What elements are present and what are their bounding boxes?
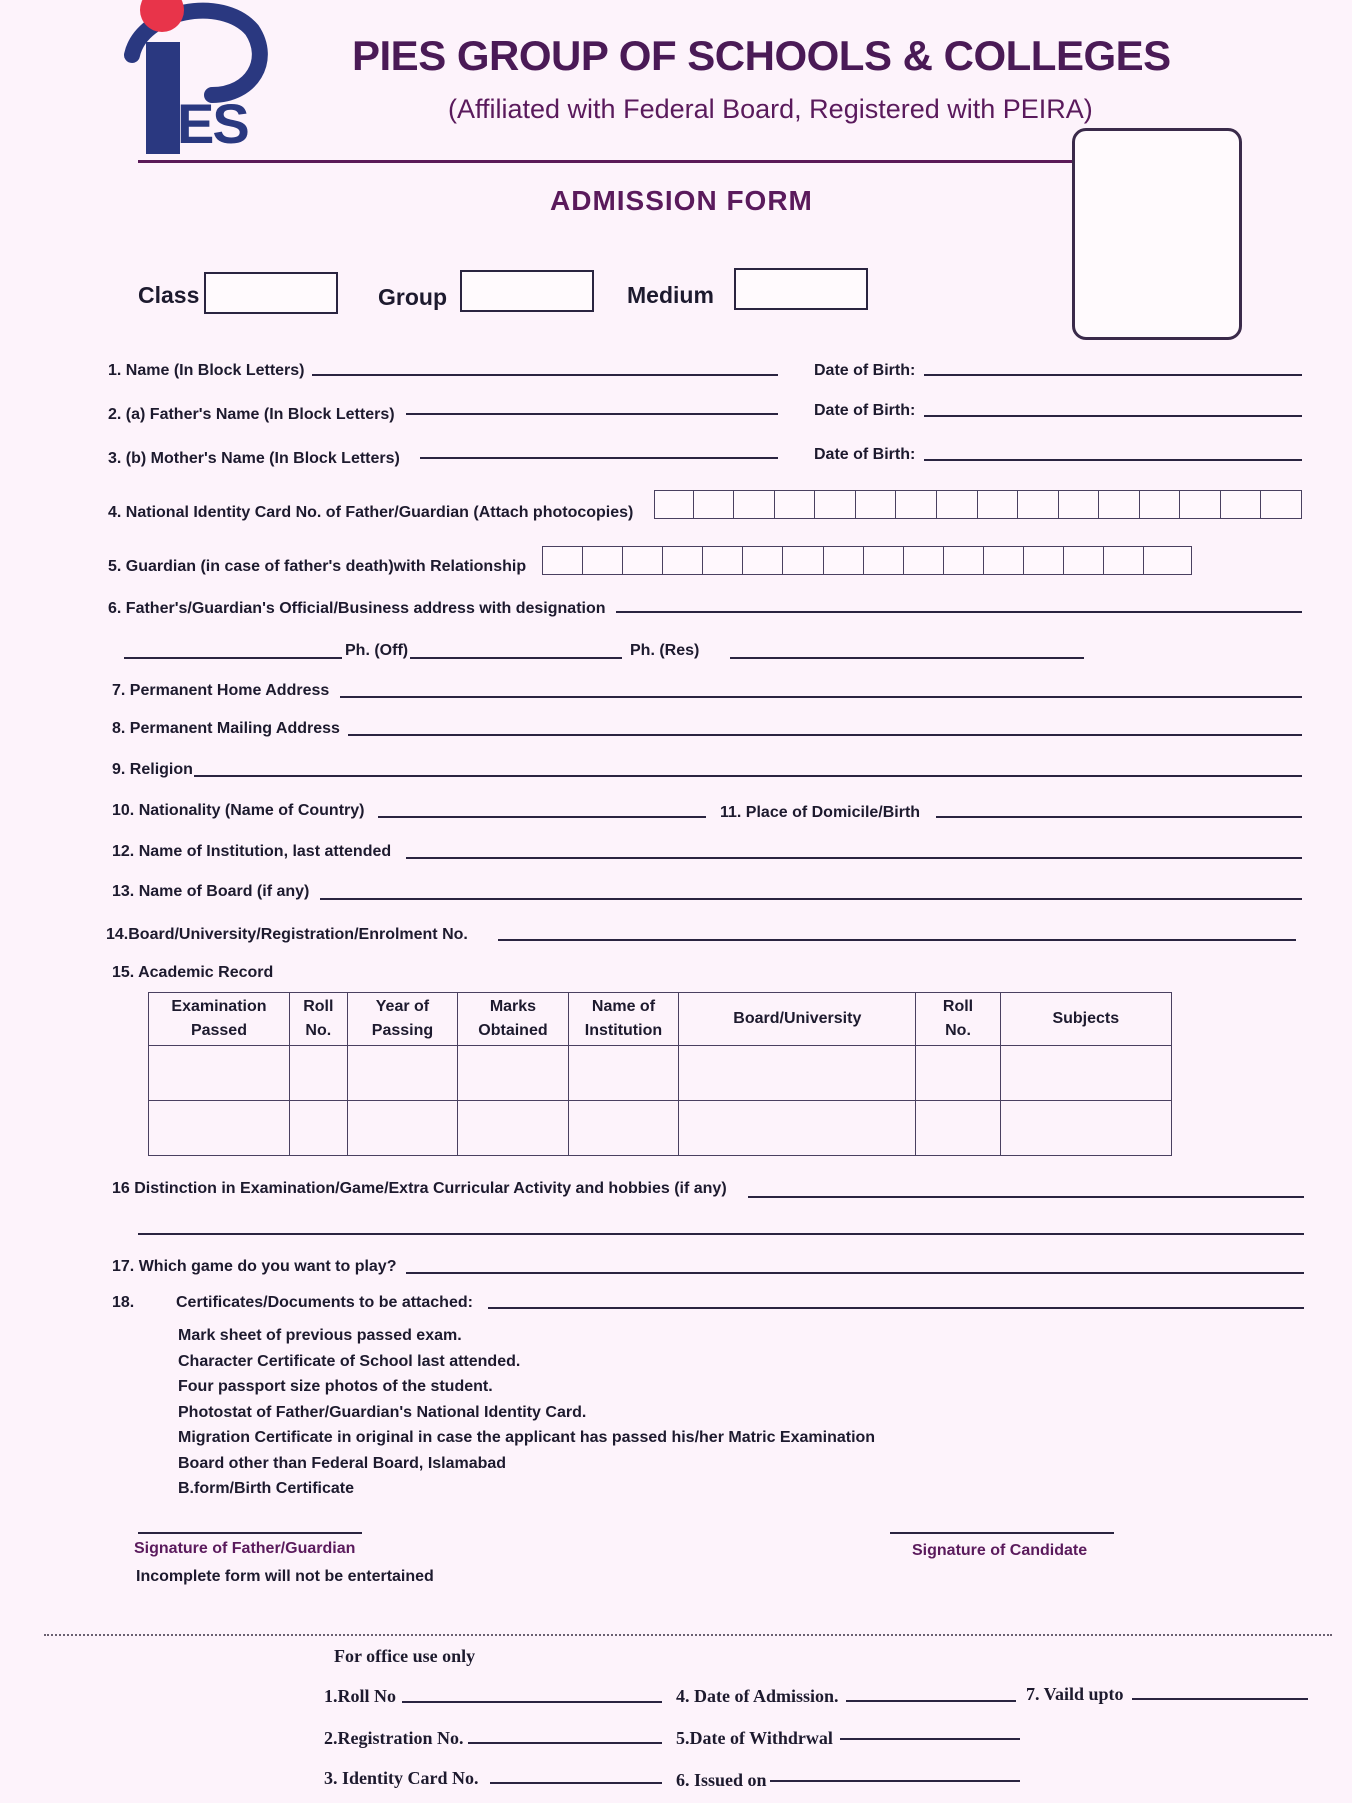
dob-line-3[interactable] [924,459,1302,461]
identity-card-no-line[interactable] [490,1782,662,1784]
table-row [149,1046,1172,1101]
table-cell[interactable] [347,1101,458,1156]
header-rule [138,160,1078,163]
address-line-2[interactable] [124,657,342,659]
col-board-university: Board/University [679,993,916,1046]
dob-line-1[interactable] [924,374,1302,376]
table-cell[interactable] [347,1046,458,1101]
table-cell[interactable] [289,1101,347,1156]
logo-text: ES [177,92,248,155]
col-examination-passed: Examination Passed [149,993,290,1046]
table-cell[interactable] [568,1101,679,1156]
date-of-withdrawal-line[interactable] [840,1738,1020,1740]
domicile-label: 11. Place of Domicile/Birth [720,804,921,821]
group-input[interactable] [460,270,594,312]
table-cell[interactable] [458,1046,569,1101]
dob-label-2: Date of Birth: [814,402,916,419]
name-label: 1. Name (In Block Letters) [108,362,305,379]
name-line[interactable] [312,374,778,376]
medium-input[interactable] [734,268,868,310]
affiliation-text: (Affiliated with Federal Board, Registered with PEIRA) [448,94,1093,124]
ph-res-line[interactable] [730,657,1084,659]
list-item: Four passport size photos of the student. [178,1378,493,1395]
address-label: 6. Father's/Guardian's Official/Business address with designation [108,600,606,617]
issued-on-line[interactable] [770,1780,1020,1782]
mailing-address-line[interactable] [348,734,1302,736]
col-marks-obtained: Marks Obtained [458,993,569,1046]
table-cell[interactable] [1000,1046,1171,1101]
board-label: 13. Name of Board (if any) [112,883,310,900]
group-label: Group [378,284,447,310]
distinction-line-2[interactable] [138,1233,1304,1235]
col-subjects: Subjects [1000,993,1171,1046]
list-item: Board other than Federal Board, Islamabad [178,1454,507,1472]
father-name-line[interactable] [406,413,778,415]
table-cell[interactable] [916,1046,1000,1101]
list-item: Migration Certificate in original in case the applicant has passed his/her Matric Examination [178,1429,876,1446]
dob-label-3: Date of Birth: [814,446,916,463]
table-cell[interactable] [679,1101,916,1156]
guardian-label: 5. Guardian (in case of father's death)with Relationship [108,558,527,575]
academic-record-label: 15. Academic Record [112,964,274,981]
mailing-address-label: 8. Permanent Mailing Address [112,720,340,737]
list-item: Character Certificate of School last attended. [178,1352,521,1370]
incomplete-note: Incomplete form will not be entertained [136,1568,434,1585]
issued-on-label: 6. Issued on [676,1770,767,1790]
documents-number: 18. [112,1294,135,1311]
roll-no-line[interactable] [402,1701,662,1703]
dob-label-1: Date of Birth: [814,362,916,379]
documents-line[interactable] [488,1307,1304,1309]
list-item: Photostat of Father/Guardian's National Identity Card. [178,1403,587,1421]
father-name-label: 2. (a) Father's Name (In Block Letters) [108,406,395,423]
home-address-line[interactable] [340,696,1302,698]
roll-no-label: 1.Roll No [324,1686,396,1706]
address-line[interactable] [616,611,1302,613]
ph-off-label: Ph. (Off) [345,642,409,659]
nic-cells[interactable] [654,490,1302,519]
school-name: PIES GROUP OF SCHOOLS & COLLEGES [352,32,1171,79]
col-name-of-institution: Name of Institution [568,993,679,1046]
guardian-cells[interactable] [542,546,1192,575]
medium-label: Medium [627,282,714,308]
valid-upto-label: 7. Vaild upto [1026,1684,1124,1704]
table-cell[interactable] [679,1046,916,1101]
photo-box[interactable] [1072,128,1242,340]
registration-no-label: 2.Registration No. [324,1728,464,1748]
valid-upto-line[interactable] [1132,1698,1308,1700]
dob-line-2[interactable] [924,415,1302,417]
distinction-line[interactable] [748,1196,1304,1198]
table-cell[interactable] [149,1101,290,1156]
col-roll-no: Roll No. [289,993,347,1046]
academic-record-table [148,992,1172,1156]
date-of-withdrawal-label: 5.Date of Withdrwal [676,1728,833,1748]
school-logo [112,0,312,165]
enrolment-line[interactable] [498,939,1296,941]
table-cell[interactable] [568,1046,679,1101]
religion-line[interactable] [194,775,1302,777]
cut-divider [44,1634,1332,1636]
nic-label: 4. National Identity Card No. of Father/Guardian (Attach photocopies) [108,504,634,521]
game-label: 17. Which game do you want to play? [112,1258,397,1275]
table-cell[interactable] [149,1046,290,1101]
religion-label: 9. Religion [112,761,193,778]
date-of-admission-label: 4. Date of Admission. [676,1686,839,1706]
table-cell[interactable] [458,1101,569,1156]
game-line[interactable] [406,1272,1304,1274]
documents-label: Certificates/Documents to be attached: [176,1294,473,1311]
domicile-line[interactable] [936,816,1302,818]
documents-list [178,1323,875,1502]
list-item: Mark sheet of previous passed exam. [178,1327,462,1344]
enrolment-label: 14.Board/University/Registration/Enrolment No. [106,926,468,943]
mother-name-label: 3. (b) Mother's Name (In Block Letters) [108,450,400,467]
table-cell[interactable] [1000,1101,1171,1156]
table-cell[interactable] [289,1046,347,1101]
mother-name-line[interactable] [420,457,778,459]
office-title: For office use only [334,1646,476,1666]
institution-line[interactable] [406,857,1302,859]
board-line[interactable] [320,898,1302,900]
candidate-signature-line[interactable] [890,1532,1114,1534]
class-input[interactable] [204,272,338,314]
ph-off-line[interactable] [410,657,622,659]
ph-res-label: Ph. (Res) [630,642,700,659]
guardian-signature-line[interactable] [138,1532,362,1534]
registration-no-line[interactable] [468,1742,662,1744]
guardian-signature-label: Signature of Father/Guardian [134,1540,356,1557]
list-item: B.form/Birth Certificate [178,1480,355,1497]
nationality-label: 10. Nationality (Name of Country) [112,802,365,819]
institution-label: 12. Name of Institution, last attended [112,843,392,860]
distinction-label: 16 Distinction in Examination/Game/Extra Curricular Activity and hobbies (if any) [112,1180,727,1197]
identity-card-no-label: 3. Identity Card No. [324,1768,479,1788]
table-cell[interactable] [916,1101,1000,1156]
table-row [149,1101,1172,1156]
nationality-line[interactable] [378,816,706,818]
col-year-of-passing: Year of Passing [347,993,458,1046]
date-of-admission-line[interactable] [846,1700,1016,1702]
home-address-label: 7. Permanent Home Address [112,682,330,699]
col-roll-no-2: Roll No. [916,993,1000,1046]
form-title: ADMISSION FORM [550,185,813,216]
class-label: Class [138,282,200,308]
candidate-signature-label: Signature of Candidate [912,1542,1088,1559]
table-header-row [149,993,1172,1046]
